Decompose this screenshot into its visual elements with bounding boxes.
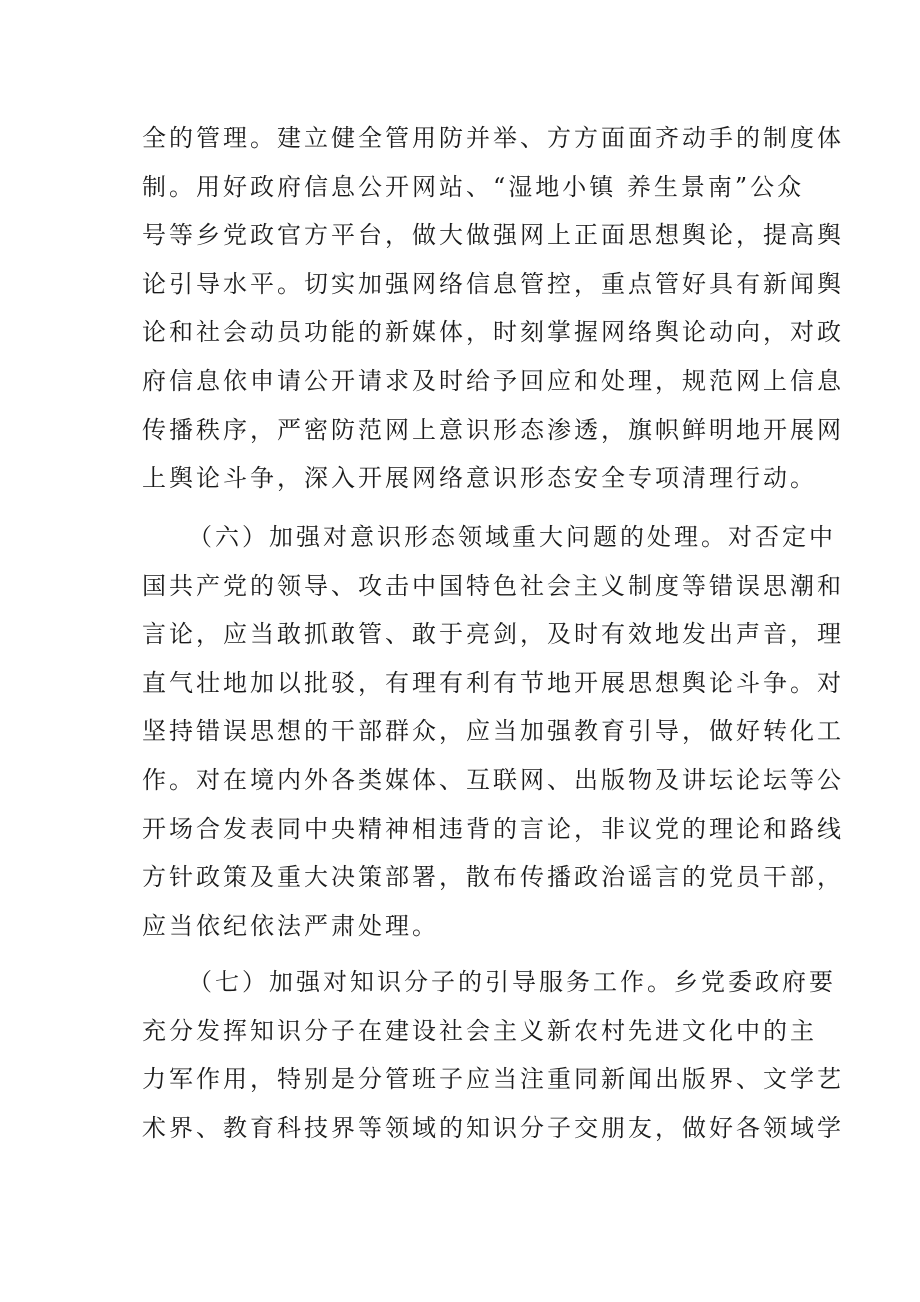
text-line: 开场合发表同中央精神相违背的言论，非议党的理论和路线	[142, 814, 844, 843]
paragraph-online-opinion-management	[142, 114, 844, 503]
text-line: 上舆论斗争，深入开展网络意识形态安全专项清理行动。	[142, 464, 817, 493]
text-line: 论引导水平。切实加强网络信息管控，重点管好具有新闻舆	[142, 269, 844, 298]
text-line: 论和社会动员功能的新媒体，时刻掌握网络舆论动向，对政	[142, 318, 844, 347]
text-line: 全的管理。建立健全管用防并举、方方面面齐动手的制度体	[142, 124, 844, 152]
text-line: 传播秩序，严密防范网上意识形态渗透，旗帜鲜明地开展网	[142, 415, 844, 444]
paragraph-section-six	[142, 513, 844, 950]
text-line: 国共产党的领导、攻击中国特色社会主义制度等错误思潮和	[142, 571, 844, 600]
paragraph-section-seven	[142, 958, 844, 1152]
text-line: 术界、教育科技界等领域的知识分子交朋友，做好各领域学	[142, 1113, 844, 1142]
text-line: 府信息依申请公开请求及时给予回应和处理，规范网上信息	[142, 366, 844, 395]
text-line: 方针政策及重大决策部署，散布传播政治谣言的党员干部，	[142, 863, 844, 892]
section-heading-line: （七）加强对知识分子的引导服务工作。乡党委政府要	[188, 968, 836, 996]
text-line: 直气壮地加以批驳，有理有利有节地开展思想舆论斗争。对	[142, 668, 844, 697]
text-line: 力军作用，特别是分管班子应当注重同新闻出版界、文学艺	[142, 1065, 844, 1094]
text-line: 应当依纪依法严肃处理。	[142, 911, 439, 940]
text-line: 言论，应当敢抓敢管、敢于亮剑，及时有效地发出声音，理	[142, 620, 844, 649]
section-heading-line: （六）加强对意识形态领域重大问题的处理。对否定中	[188, 523, 836, 551]
text-line: 作。对在境内外各类媒体、互联网、出版物及讲坛论坛等公	[142, 765, 844, 794]
text-line: 号等乡党政官方平台，做大做强网上正面思想舆论，提高舆	[142, 221, 844, 250]
text-line: 制。用好政府信息公开网站、“湿地小镇 养生景南”公众	[142, 172, 805, 201]
text-line: 充分发挥知识分子在建设社会主义新农村先进文化中的主	[142, 1016, 817, 1045]
text-line: 坚持错误思想的干部群众，应当加强教育引导，做好转化工	[142, 717, 844, 746]
